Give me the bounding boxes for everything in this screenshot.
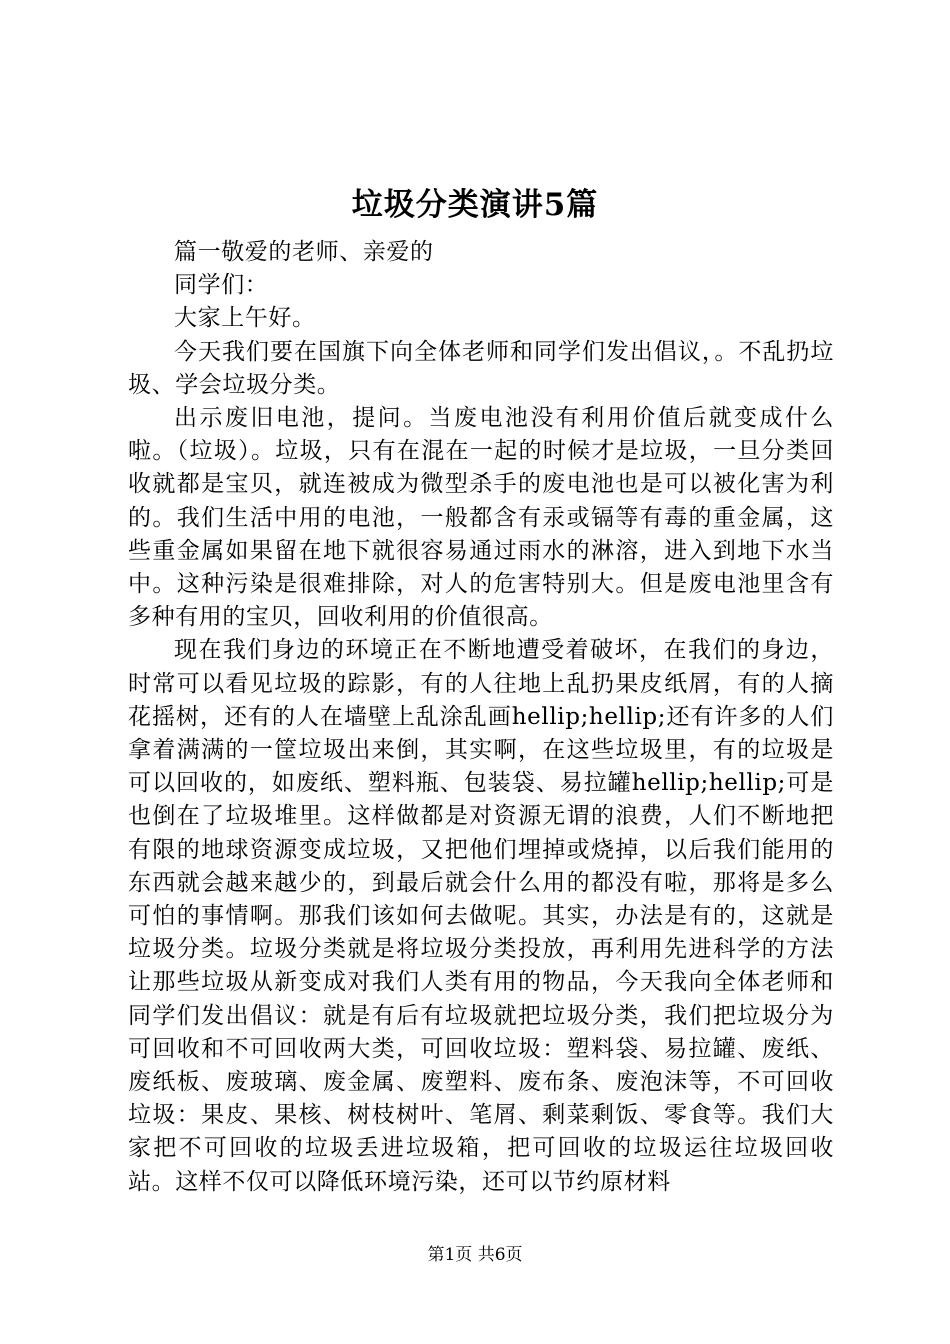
paragraph-batteries: 出示废旧电池，提问。当废电池没有利用价值后就变成什么啦。（垃圾）。垃圾，只有在混在一起的时候才是垃圾，一旦分类回收就都是宝贝，就连被成为微型杀手的废电池也是可以被化害为利的。我们生活中用的电池，一般都含有汞或镉等有毒的重金属，这些重金属如果留在地下就很容易通过雨水的淋溶，进入到地下水当中。这种污染是很难排除，对人的危害特别大。但是废电池里含有多种有用的宝贝，回收利用的价值很高。 (128, 405, 834, 631)
paragraph-greeting: 大家上午好。 (174, 305, 316, 332)
paragraph-environment: 现在我们身边的环境正在不断地遭受着破坏，在我们的身边，时常可以看见垃圾的踪影，有的人往地上乱扔果皮纸屑，有的人摘花摇树，还有的人在墙壁上乱涂乱画hellip;hellip;还有许多的人们拿着满满的一筐垃圾出来倒，其实啊，在这些垃圾里，有的垃圾是可以回收的，如废纸、塑料瓶、包装袋、易拉罐hellip;hellip;可是也倒在了垃圾堆里。这样做都是对资源无谓的浪费，人们不断地把有限的地球资源变成垃圾，又把他们埋掉或烧掉，以后我们能用的东西就会越来越少的，到最后就会什么用的都没有啦，那将是多么可怕的事情啊。那我们该如何去做呢。其实，办法是有的，这就是垃圾分类。垃圾分类就是将垃圾分类投放，再利用先进科学的方法让那些垃圾从新变成对我们人类有用的物品，今天我向全体老师和同学们发出倡议：就是有后有垃圾就把垃圾分类，我们把垃圾分为可回收和不可回收两大类，可回收垃圾：塑料袋、易拉罐、废纸、废纸板、废玻璃、废金属、废塑料、废布条、废泡沫等，不可回收垃圾：果皮、果核、树枝树叶、笔屑、剩菜剩饭、零食等。我们大家把不可回收的垃圾丢进垃圾箱，把可回收的垃圾运往垃圾回收站。这样不仅可以降低环境污染，还可以节约原材料 (128, 637, 834, 1195)
document-body (128, 236, 834, 1199)
paragraph-classmates: 同学们： (174, 272, 269, 299)
document-title: 垃圾分类演讲5篇 (351, 187, 599, 223)
paragraph-salutation: 篇一敬爱的老师、亲爱的 (174, 239, 434, 265)
page-number-footer: 第1页 共6页 (427, 1245, 523, 1265)
paragraph-proposal: 今天我们要在国旗下向全体老师和同学们发出倡议，。不乱扔垃圾、学会垃圾分类。 (128, 338, 834, 398)
